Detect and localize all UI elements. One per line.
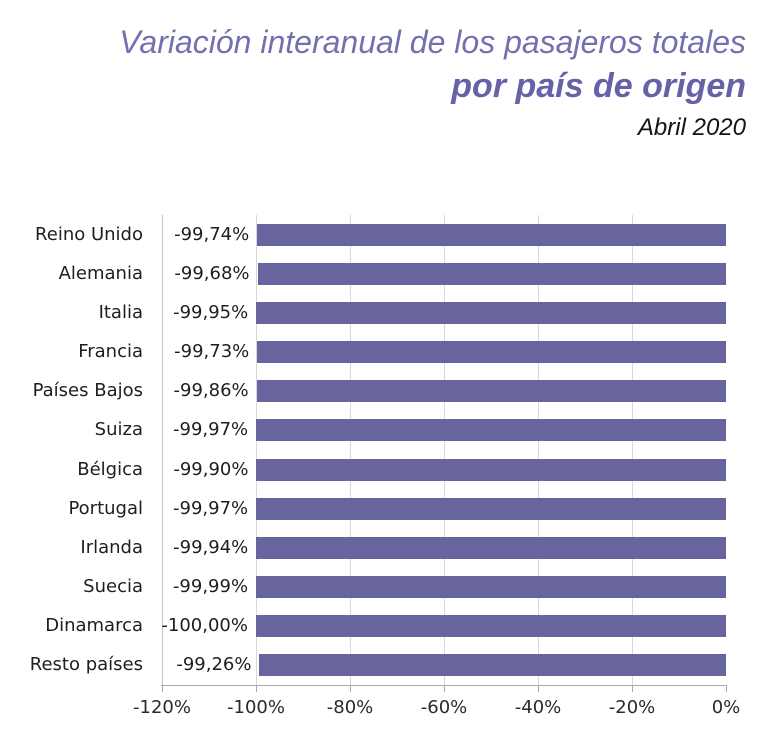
bar-suecia: [256, 576, 726, 598]
bar-portugal: [256, 498, 726, 520]
x-axis-tick: [444, 685, 445, 692]
category-label: Irlanda: [80, 536, 143, 558]
x-axis-tick-label: -60%: [420, 697, 468, 718]
chart-subtitle: Abril 2020: [637, 114, 746, 142]
chart-title-block: [119, 24, 746, 143]
value-label: -100,00%: [161, 615, 248, 637]
chart-title-line-1: Variación interanual de los pasajeros totales: [119, 24, 746, 60]
category-label: Suecia: [83, 576, 143, 598]
category-label: Suiza: [94, 419, 143, 441]
bar-francia: [257, 341, 726, 363]
x-axis-tick: [256, 685, 257, 692]
x-axis-tick-label: -120%: [133, 697, 191, 718]
bar-dinamarca: [256, 615, 726, 637]
bar-suiza: [256, 419, 726, 441]
value-label: -99,26%: [176, 654, 252, 676]
bar-italia: [256, 302, 726, 324]
value-label: -99,74%: [174, 223, 250, 245]
category-label: Países Bajos: [32, 380, 143, 402]
category-label: Dinamarca: [45, 615, 143, 637]
category-label: Francia: [78, 341, 143, 363]
category-label: Alemania: [58, 262, 143, 284]
value-label: -99,97%: [173, 497, 249, 519]
bar-irlanda: [256, 537, 726, 559]
category-label: Reino Unido: [35, 223, 143, 245]
x-axis-tick: [538, 685, 539, 692]
category-label: Bélgica: [77, 458, 143, 480]
value-label: -99,73%: [174, 341, 250, 363]
x-axis-tick-label: 0%: [711, 697, 741, 718]
bar-países-bajos: [257, 380, 726, 402]
value-label: -99,99%: [172, 576, 249, 598]
x-axis-tick-label: -20%: [608, 697, 656, 718]
chart-title-line-2: por país de origen: [451, 66, 746, 105]
bar-reino-unido: [257, 224, 726, 246]
bar-resto-países: [259, 654, 726, 676]
x-axis-tick-label: -100%: [227, 697, 285, 718]
x-axis-tick: [726, 685, 727, 692]
category-label: Resto países: [29, 654, 143, 676]
bar-bélgica: [256, 459, 726, 481]
category-label: Italia: [98, 301, 143, 323]
value-label: -99,97%: [173, 419, 249, 441]
value-label: -99,90%: [173, 458, 249, 480]
x-axis-tick-label: -80%: [326, 697, 374, 718]
x-axis-tick: [632, 685, 633, 692]
x-axis-line: [161, 685, 727, 686]
value-label: -99,86%: [173, 380, 249, 402]
bar-alemania: [258, 263, 726, 285]
x-axis-tick: [162, 685, 163, 692]
category-label: Portugal: [68, 497, 143, 519]
value-label: -99,94%: [173, 536, 249, 558]
value-label: -99,95%: [173, 301, 249, 323]
x-axis-tick-label: -40%: [514, 697, 562, 718]
value-label: -99,68%: [174, 262, 250, 284]
x-axis-tick: [350, 685, 351, 692]
